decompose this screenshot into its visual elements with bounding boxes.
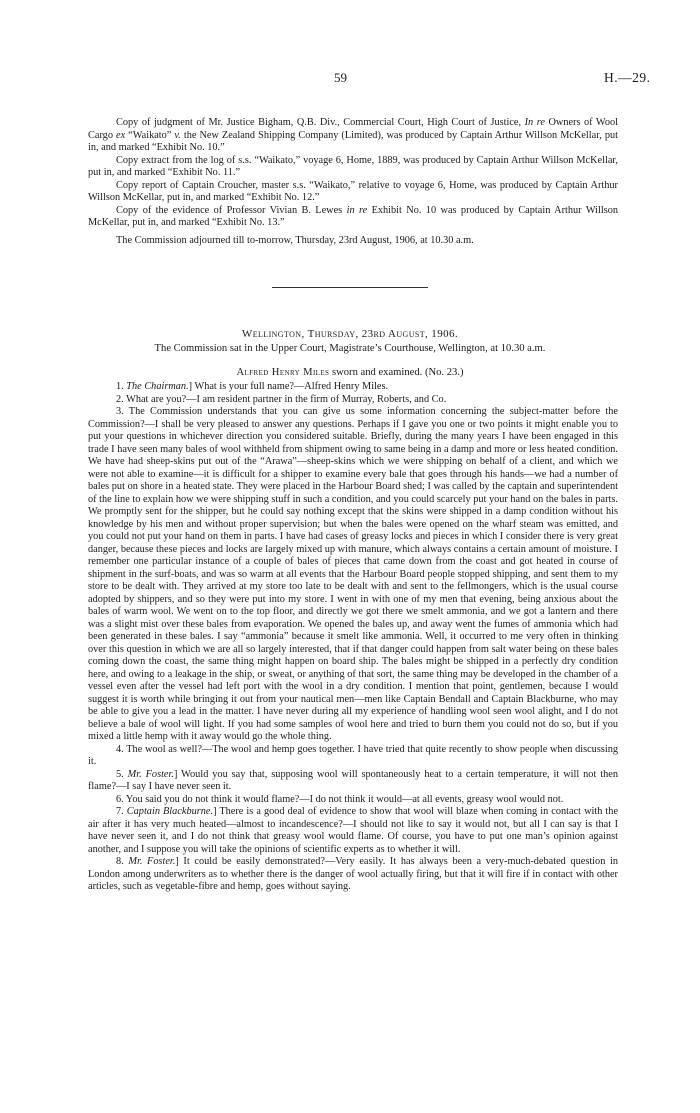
evidence-paragraph: 8. Mr. Foster.] It could be easily demonstrated?—Very easily. It has always been a very-much-debated question in London among underwriters as to whether there is the danger of wool actually firing, but that it will fire if in contact with other articles, such as vegetable-fibre and hemp, goes without saying. [88,856,618,892]
evidence-paragraph: 3. The Commission understands that you can give us some information concerning the subject-matter before the Commission?—I shall be very pleased to answer any questions. Perhaps if I gave you one or two points it might enable you to put your questions in whichever direction you considered suitable. Briefly, during the many years I have been engaged in this trade I have seen many bales of wool withheld from shipment owing to same being in a damp and more or less heated condition. We have had sheep-skins put out of the “Arawa”—sheep-skins which we were shipping on behalf of a client, and which we were not able to examine—it is difficult for a shipper to examine every bale that goes through his hands—we had a number of bales put on shore in a heated state. They were placed in the Harbour Board shed; I was called by the captain and superintendent of the line to explain how we were shipping stuff in such a condition, and you could scarcely put your hand on the bales in parts. We promptly sent for the shipper, but he could say nothing except that the skins were shipped in a damp condition without his knowledge by his men and without proper supervision; but when the bales were opened on the wharf steam was emitted, and you could not put your hand on them in parts. I have had cases of greasy locks and pieces in which I consider there is very great danger, because these pieces and locks are largely mixed up with manure, which always contains a certain amount of moisture. I remember one particular instance of a couple of bales of pieces that came down from the coast and got heated in course of shipment in the surf-boats, and was so warm at all events that the Harbour Board people stopped shipping, and sent them to my store to be dealt with. They arrived at my store too late to be dealt with and sent to the fellmongers, which is the usual course adopted by shippers, and so they were put into my store. I went in with one of my men that evening, being anxious about the bales of warm wool. We went on to the top floor, and directly we got there we smelt ammonia, and we got a lantern and there was a slight mist over these bales from evaporation. We opened the bales up, and away went the fumes of ammonia which had been generated in these bales. I say “ammonia” because it smelt like ammonia. Well, it occurred to me very often in thinking over this question in which we are all so largely interested, that if that danger could happen from salt water being on these bales coming down the coast, the same thing might happen on board ship. The bales might be shipped in a perfectly dry condition here, and owing to a leakage in the ship, or sweat, or anything of that sort, the same thing may be developed in the chamber of a vessel even after the vessel had left port with the wool in a dry condition. I mention that point, gentlemen, because I would suggest it is worth while bringing it out from your nautical men—men like Captain Bendall and Captain Blackburne, who may be able to give you a lead in the matter. I have never during all my experience of handling wool seen wool alight, and I do not believe a bale of wool will light. If you had some samples of wool here and tried to burn them you could not do so, but if you mixed a little hemp with it away would go the whole thing. [88,406,618,742]
exhibit-paragraphs [88,117,618,247]
exhibit-paragraph: Copy of the evidence of Professor Vivian B. Lewes in re Exhibit No. 10 was produced by Captain Arthur Willson McKellar, put in, and marked “Exhibit No. 13.” [88,204,619,228]
witness-heading: Alfred Henry Miles sworn and examined. (No. 23.) [236,367,464,378]
sitting-location: The Commission sat in the Upper Court, Magistrate’s Courthouse, Wellington, at 10.30 a.m. [154,343,546,354]
sitting-dateline: Wellington, Thursday, 23rd August, 1906. [241,328,459,340]
evidence-paragraph: 2. What are you?—I am resident partner in the firm of Murray, Roberts, and Co. [116,393,447,405]
document-reference: H.—29. [604,70,651,85]
witness-name: Alfred Henry Miles [236,367,330,378]
section-divider [272,287,428,288]
adjournment-paragraph: The Commission adjourned till to-morrow, Thursday, 23rd August, 1906, at 10.30 a.m. [116,234,474,246]
evidence-paragraph: 5. Mr. Foster.] Would you say that, supposing wool will spontaneously heat to a certain temperature, it will not then flame?—I say I have never seen it. [88,768,618,792]
exhibit-paragraph: Copy of judgment of Mr. Justice Bigham, Q.B. Div., Commercial Court, High Court of Justice, In re Owners of Wool Cargo ex “Waikato” v. the New Zealand Shipping Company (Limited), was produced by Captain Arthur Willson McKellar, put in, and marked “Exhibit No. 10.” [88,117,619,153]
page-number: 59 [334,70,347,85]
exhibit-paragraph: Copy extract from the log of s.s. “Waikato,” voyage 6, Home, 1889, was produced by Captain Arthur Willson McKellar, put in, and marked “Exhibit No. 11.” [88,154,618,178]
evidence-paragraph: 4. The wool as well?—The wool and hemp goes together. I have tried that quite recently to show people when discussing it. [88,743,618,767]
evidence-paragraph: 1. The Chairman.] What is your full name?—Alfred Henry Miles. [116,381,389,392]
exhibit-paragraph: Copy report of Captain Croucher, master s.s. “Waikato,” relative to voyage 6, Home, was produced by Captain Arthur Willson McKellar, put in, and marked “Exhibit No. 12.” [88,179,618,203]
evidence-paragraphs [88,381,618,894]
evidence-paragraph: 7. Captain Blackburne.] There is a good deal of evidence to show that wool will blaze when coming in contact with the air after it has very much heated—almost to incandescence?—I should not like to say it would not, but all I can say is that I have never seen it, and I do not think that greasy wool would flame. Of course, you have to put one man’s opinion against another, and I suppose you will take the opinions of scientific experts as to whether it will. [88,806,619,855]
evidence-paragraph: 6. You said you do not think it would flame?—I do not think it would—at all events, greasy wool would not. [116,793,564,805]
